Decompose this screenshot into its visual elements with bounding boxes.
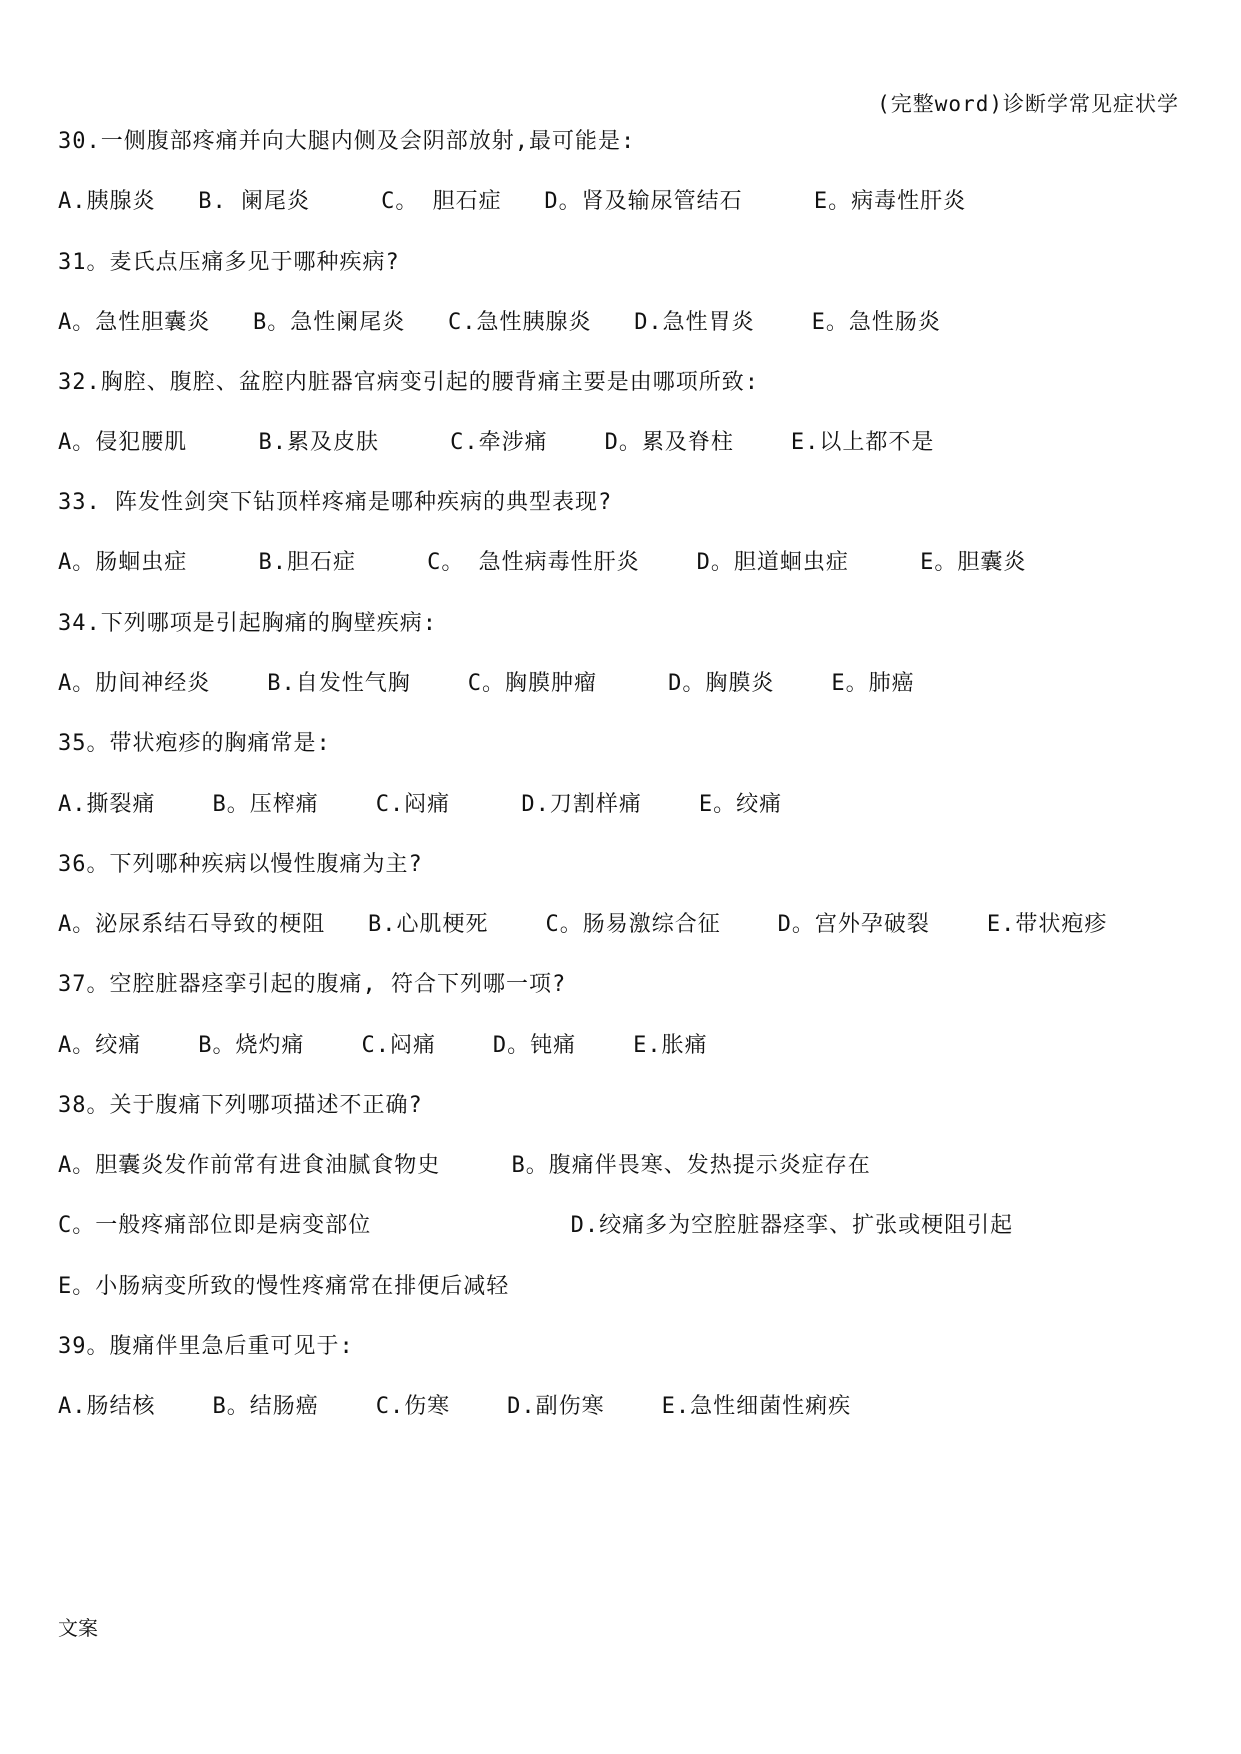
page-header: (完整word)诊断学常见症状学 <box>877 92 1179 116</box>
answer-options: A.胰腺炎 B. 阑尾炎 C。 胆石症 D。肾及输尿管结石 E。病毒性肝炎 <box>58 189 967 214</box>
question-text: 38。关于腹痛下列哪项描述不正确? <box>58 1093 423 1118</box>
answer-options: A。绞痛 B。烧灼痛 C.闷痛 D。钝痛 E.胀痛 <box>58 1033 708 1058</box>
answer-options: A。肠蛔虫症 B.胆石症 C。 急性病毒性肝炎 D。胆道蛔虫症 E。胆囊炎 <box>58 550 1027 575</box>
question-text: 35。带状疱疹的胸痛常是: <box>58 731 331 756</box>
answer-options: A。急性胆囊炎 B。急性阑尾炎 C.急性胰腺炎 D.急性胃炎 E。急性肠炎 <box>58 310 941 335</box>
answer-options: A.肠结核 B。结肠癌 C.伤寒 D.副伤寒 E.急性细菌性痢疾 <box>58 1394 852 1419</box>
answer-options: A。泌尿系结石导致的梗阻 B.心肌梗死 C。肠易激综合征 D。宫外孕破裂 E.带状疱疹 <box>58 912 1108 937</box>
answer-options: E。小肠病变所致的慢性疼痛常在排便后减轻 <box>58 1274 510 1299</box>
question-text: 36。下列哪种疾病以慢性腹痛为主? <box>58 852 423 877</box>
question-text: 32.胸腔、腹腔、盆腔内脏器官病变引起的腰背痛主要是由哪项所致: <box>58 370 759 395</box>
answer-options: A。侵犯腰肌 B.累及皮肤 C.牵涉痛 D。累及脊柱 E.以上都不是 <box>58 430 935 455</box>
question-text: 37。空腔脏器痉挛引起的腹痛, 符合下列哪一项? <box>58 972 567 997</box>
page-footer: 文案 <box>58 1616 98 1640</box>
question-text: 33. 阵发性剑突下钻顶样疼痛是哪种疾病的典型表现? <box>58 490 613 515</box>
answer-options: A.撕裂痛 B。压榨痛 C.闷痛 D.刀割样痛 E。绞痛 <box>58 792 783 817</box>
answer-options: C。一般疼痛部位即是病变部位 D.绞痛多为空腔脏器痉挛、扩张或梗阻引起 <box>58 1213 1014 1238</box>
question-text: 34.下列哪项是引起胸痛的胸壁疾病: <box>58 611 437 636</box>
question-text: 39。腹痛伴里急后重可见于: <box>58 1334 354 1359</box>
question-text: 30.一侧腹部疼痛并向大腿内侧及会阴部放射,最可能是: <box>58 129 636 154</box>
answer-options: A。胆囊炎发作前常有进食油腻食物史 B。腹痛伴畏寒、发热提示炎症存在 <box>58 1153 871 1178</box>
question-text: 31。麦氏点压痛多见于哪种疾病? <box>58 250 400 275</box>
answer-options: A。肋间神经炎 B.自发性气胸 C。胸膜肿瘤 D。胸膜炎 E。肺癌 <box>58 671 915 696</box>
